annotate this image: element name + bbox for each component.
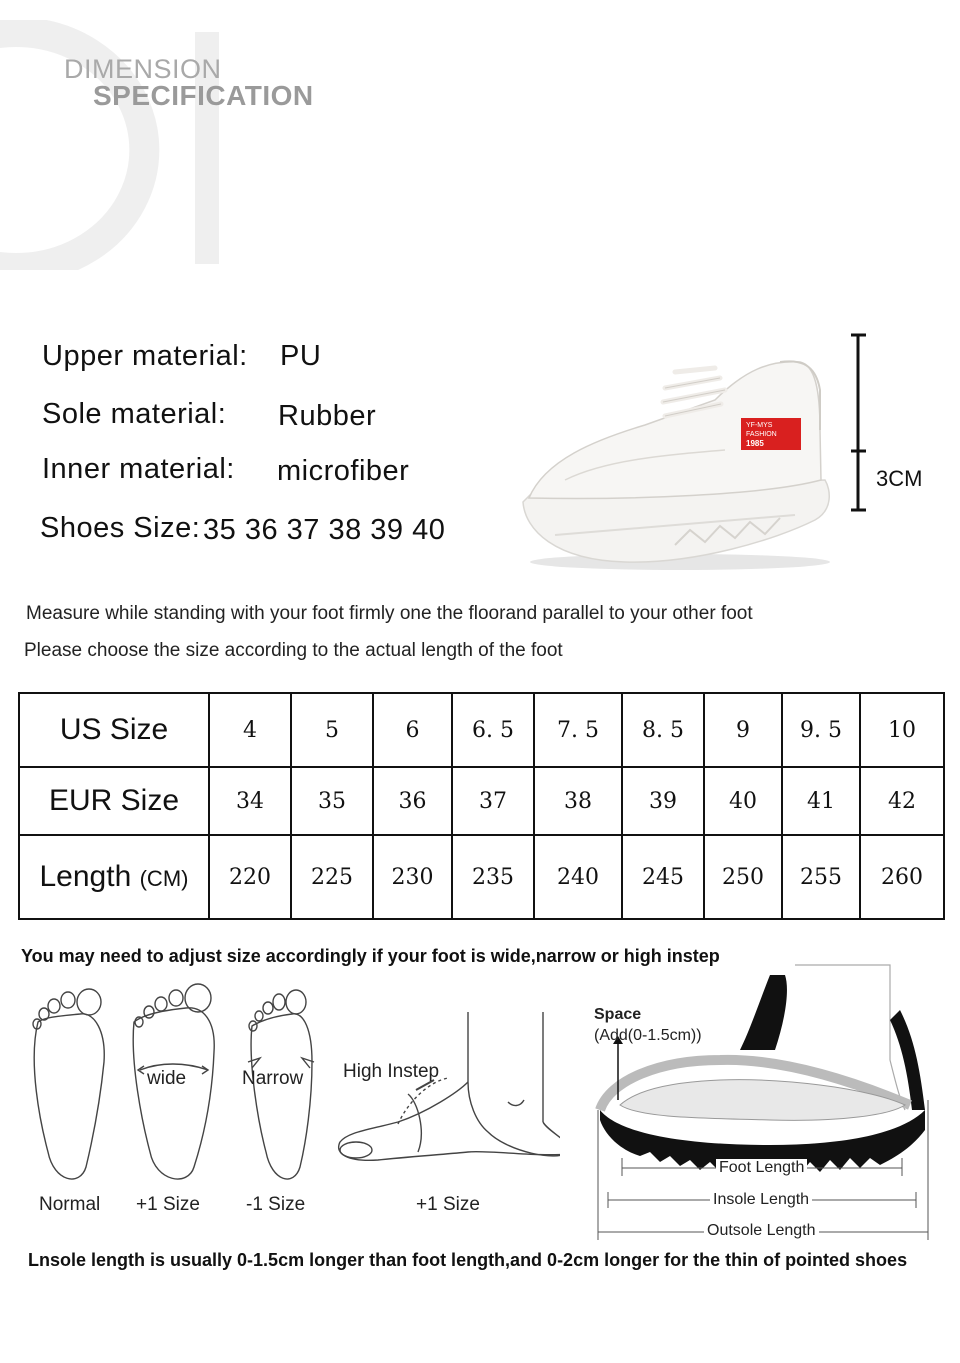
size-table	[18, 692, 945, 920]
row-label-eur: EUR Size	[19, 767, 209, 835]
table-cell: 4	[209, 693, 291, 767]
table-cell: 260	[860, 835, 944, 919]
table-cell: 9. 5	[782, 693, 860, 767]
high-instep-label: High Instep	[343, 1061, 440, 1082]
upper-material-value: PU	[280, 340, 322, 372]
caption-normal: Normal	[39, 1194, 101, 1215]
space-label: Space	[594, 1006, 642, 1023]
table-cell: 42	[860, 767, 944, 835]
tag-line-1: YF-MYS	[746, 422, 773, 429]
insole-length-label: Insole Length	[710, 1191, 812, 1209]
foot-types-illustration	[20, 982, 560, 1222]
sole-material-value: Rubber	[278, 400, 377, 432]
table-cell: 35	[291, 767, 373, 835]
table-cell: 8. 5	[622, 693, 704, 767]
caption-high-instep: +1 Size	[416, 1194, 480, 1215]
table-cell: 250	[704, 835, 782, 919]
height-measure-bracket	[848, 332, 872, 516]
shoes-size-label: Shoes Size:	[40, 512, 201, 544]
normal-foot-icon	[33, 989, 104, 1179]
fit-note: You may need to adjust size accordingly if your foot is wide,narrow or high instep	[21, 946, 720, 966]
table-cell: 6	[373, 693, 452, 767]
table-cell: 40	[704, 767, 782, 835]
table-cell: 6. 5	[452, 693, 534, 767]
space-sublabel: (Add(0-1.5cm))	[594, 1027, 702, 1044]
table-row	[19, 835, 944, 919]
header-specification: SPECIFICATION	[93, 80, 314, 111]
choose-instruction: Please choose the size according to the actual length of the foot	[24, 640, 563, 661]
sole-material-label: Sole material:	[42, 398, 227, 430]
table-cell: 255	[782, 835, 860, 919]
table-cell: 7. 5	[534, 693, 622, 767]
table-cell: 37	[452, 767, 534, 835]
row-label-us: US Size	[19, 693, 209, 767]
table-cell: 9	[704, 693, 782, 767]
table-cell: 38	[534, 767, 622, 835]
length-unit: (CM)	[139, 866, 189, 891]
table-cell: 41	[782, 767, 860, 835]
tag-line-2: FASHION	[746, 431, 777, 438]
foot-length-label: Foot Length	[716, 1159, 807, 1177]
table-cell: 230	[373, 835, 452, 919]
high-instep-foot-icon	[339, 1012, 560, 1160]
sole-height-label: 3CM	[876, 466, 923, 491]
insole-note: Lnsole length is usually 0-1.5cm longer than foot length,and 0-2cm longer for the thin of pointed shoes	[28, 1250, 908, 1270]
table-cell: 36	[373, 767, 452, 835]
row-label-length: Length (CM)	[19, 835, 209, 919]
table-cell: 10	[860, 693, 944, 767]
measure-instruction: Measure while standing with your foot firmly one the floorand parallel to your other foot	[26, 603, 753, 624]
caption-wide: +1 Size	[136, 1194, 200, 1215]
shoes-size-value: 35 36 37 38 39 40	[203, 514, 446, 546]
table-row	[19, 767, 944, 835]
outsole-length-label: Outsole Length	[704, 1222, 819, 1240]
sneaker-image	[515, 330, 845, 580]
header-dimension: DIMENSION	[64, 54, 222, 84]
table-cell: 5	[291, 693, 373, 767]
table-cell: 240	[534, 835, 622, 919]
inner-material-value: microfiber	[277, 455, 410, 487]
table-cell: 34	[209, 767, 291, 835]
table-cell: 245	[622, 835, 704, 919]
upper-material-label: Upper material:	[42, 340, 248, 372]
table-row	[19, 693, 944, 767]
caption-narrow: -1 Size	[246, 1194, 306, 1215]
table-cell: 225	[291, 835, 373, 919]
wide-label: wide	[147, 1068, 187, 1089]
table-cell: 220	[209, 835, 291, 919]
table-cell: 235	[452, 835, 534, 919]
narrow-label: Narrow	[242, 1068, 304, 1089]
inner-material-label: Inner material:	[42, 453, 235, 485]
tag-line-3: 1985	[746, 439, 764, 448]
table-cell: 39	[622, 767, 704, 835]
